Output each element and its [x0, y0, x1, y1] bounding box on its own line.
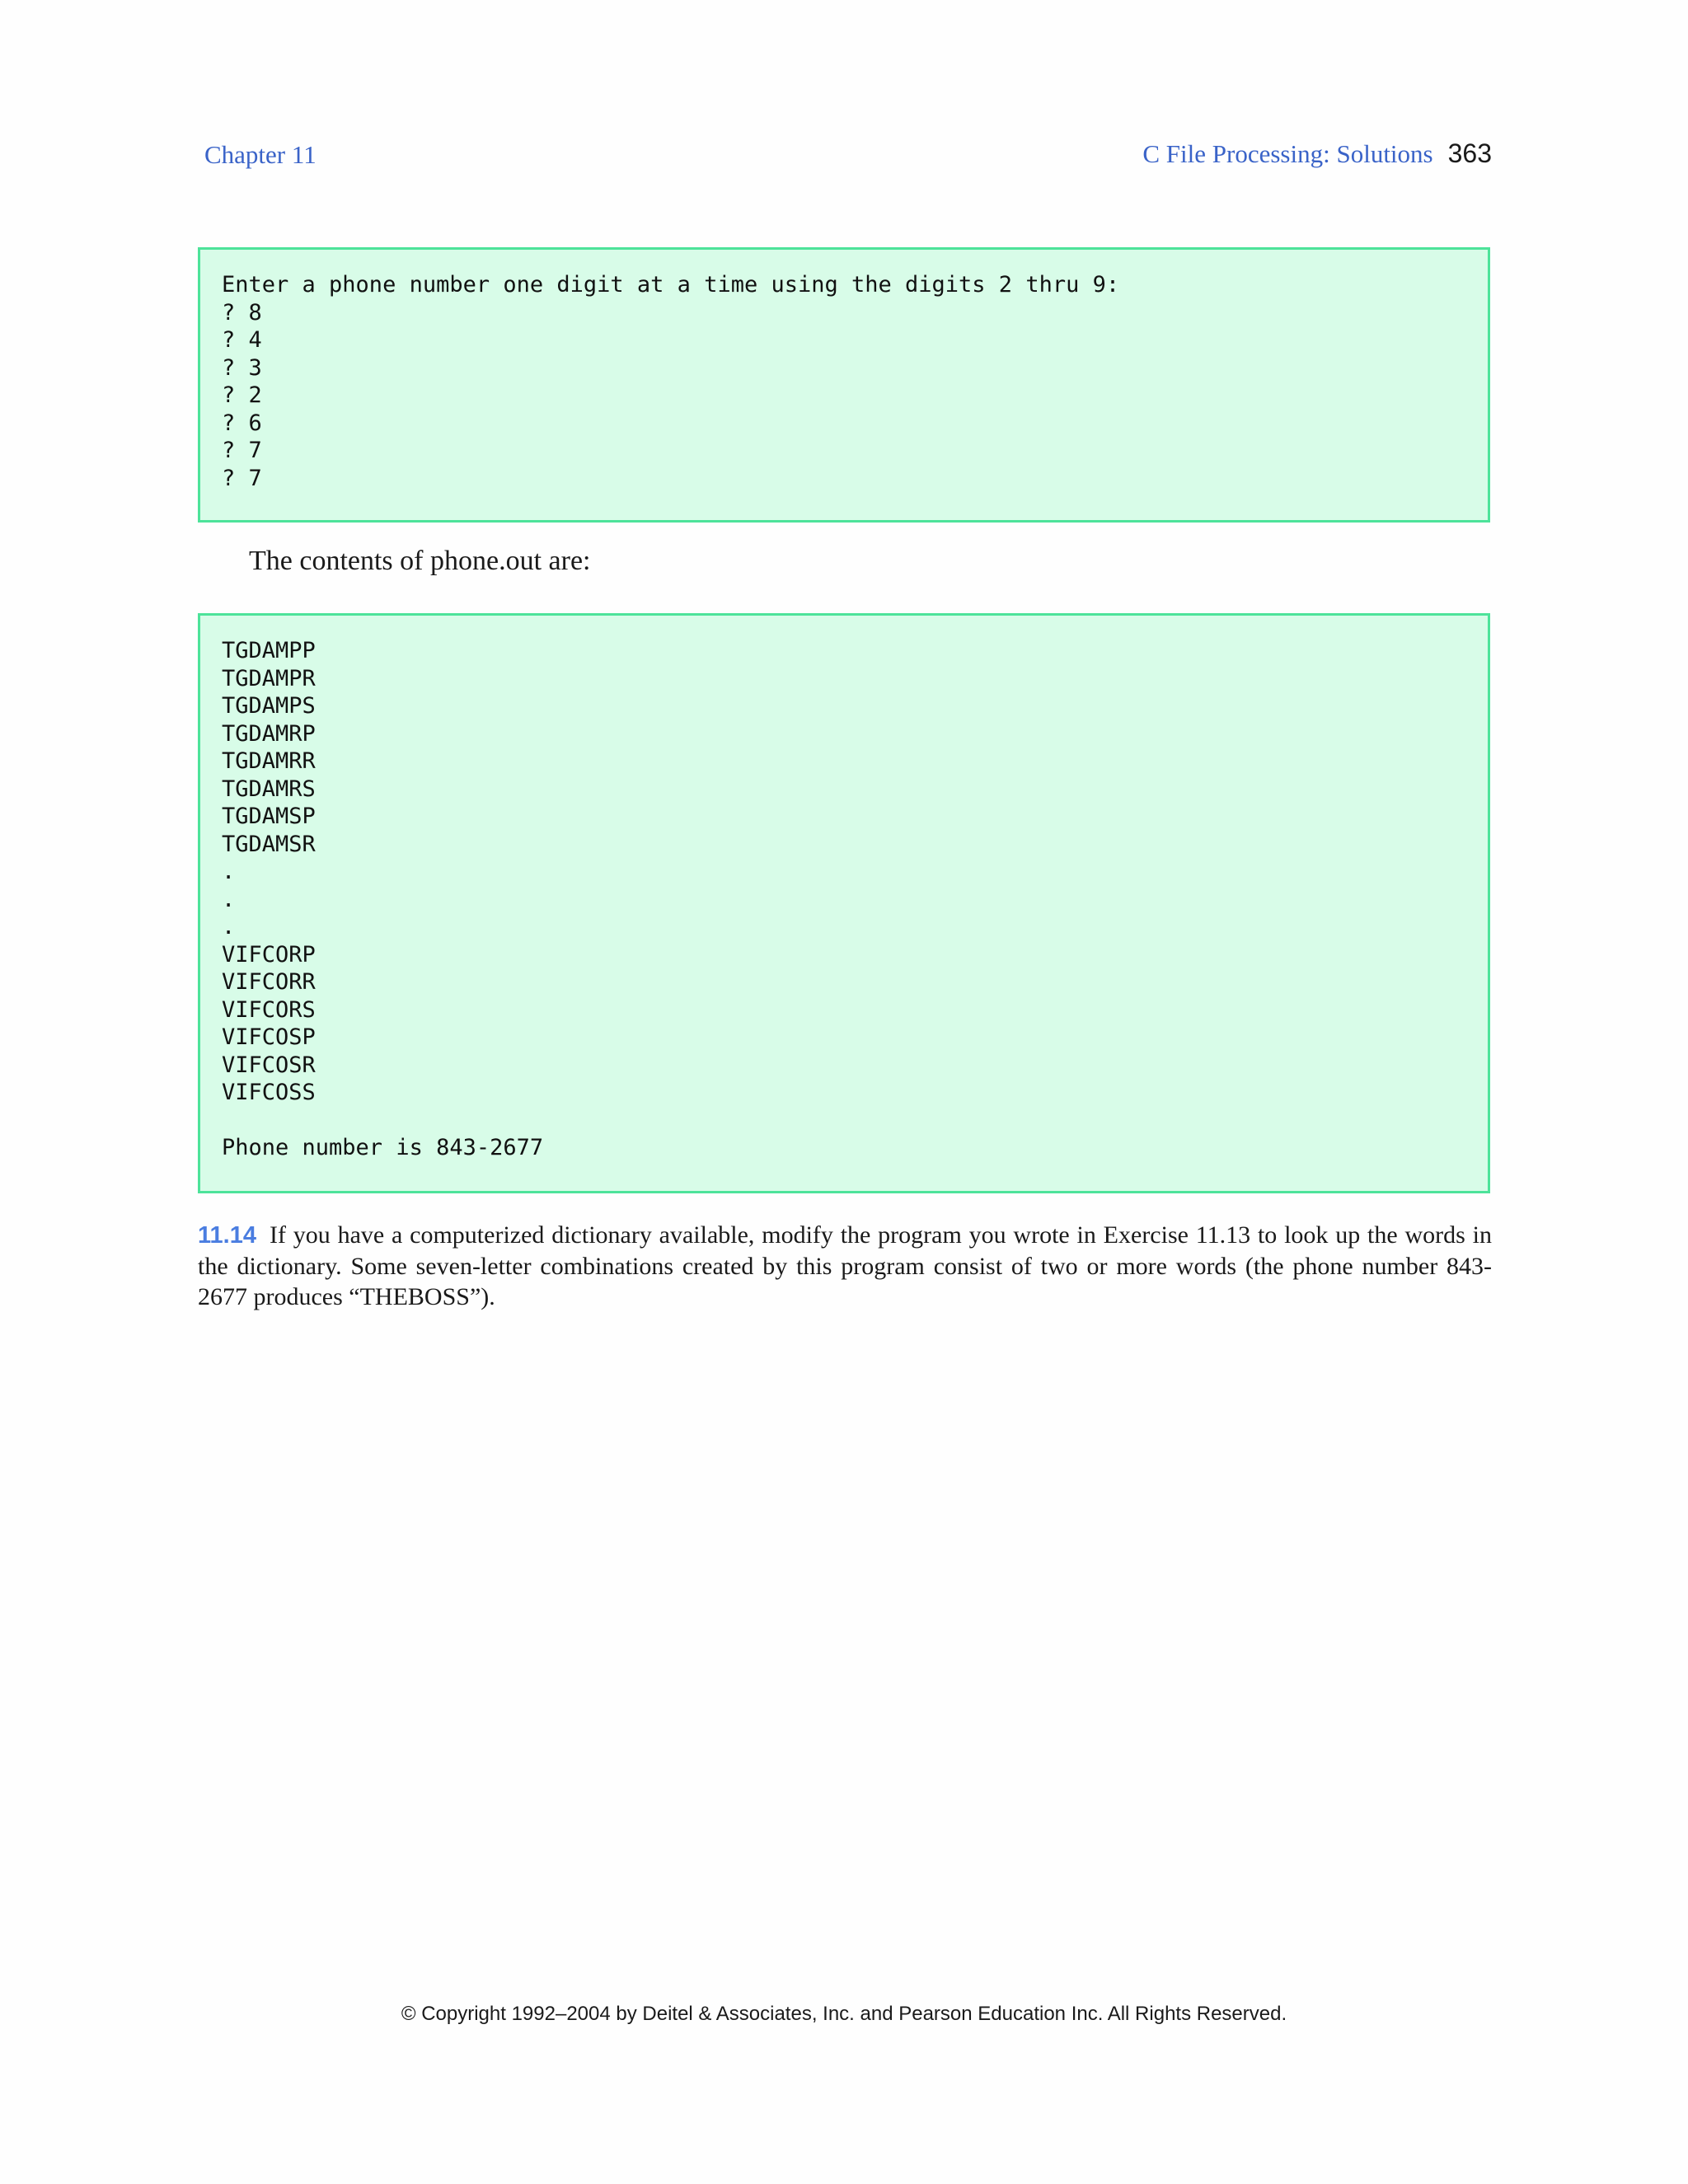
- exercise-number: 11.14: [198, 1222, 256, 1249]
- chapter-header: Chapter 11: [204, 140, 316, 169]
- intro-text: The contents of phone.out are:: [249, 546, 591, 576]
- exercise-11-14: [198, 1220, 1492, 1312]
- exercise-text: If you have a computerized dictionary available, modify the program you wrote in Exercise 11.13 to look up the words in the dictionary. Some seven-letter combinations created by this program consist of two or more words (the phone number 843-2677 produces “THEBOSS”).: [198, 1221, 1492, 1310]
- section-header: [1142, 138, 1492, 169]
- input-session-box: [198, 247, 1490, 523]
- output-file-code: TGDAMPP TGDAMPR TGDAMPS TGDAMRP TGDAMRR TGDAMRS TGDAMSP TGDAMSR . . . VIFCORP VIFCORR VIFCORS VIFCOSP VIFCOSR VIFCOSS Phone number is 843-2677: [222, 638, 544, 1160]
- section-title: C File Processing: Solutions: [1142, 139, 1433, 168]
- output-file-box: [198, 613, 1490, 1193]
- input-session-code: Enter a phone number one digit at a time using the digits 2 thru 9: ? 8 ? 4 ? 3 ? 2 ? 6 ? 7 ? 7: [222, 272, 1120, 491]
- copyright-footer: © Copyright 1992–2004 by Deitel & Associates, Inc. and Pearson Education Inc. All Rights Reserved.: [401, 2003, 1287, 2025]
- page-number: 363: [1447, 138, 1492, 168]
